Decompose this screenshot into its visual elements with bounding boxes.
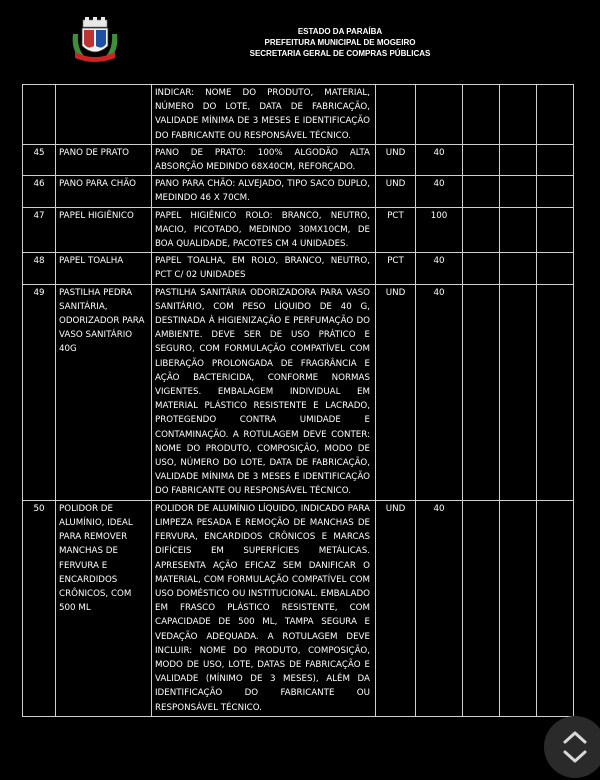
item-description: INDICAR: NOME DO PRODUTO, MATERIAL, NÚMERO DO LOTE, DATA DE FABRICAÇÃO, VALIDADE MÍNIMA DE 3 MESES E IDENTIFICAÇÃO DO FABRICANTE OU RESPONSÁVEL TÉCNICO. bbox=[155, 88, 370, 141]
item-description: POLIDOR DE ALUMÍNIO LÍQUIDO, INDICADO PARA LIMPEZA PESADA E REMOÇÃO DE MANCHAS DE FERVURA, ENCARDIDOS CRÔNICOS E MARCAS DIFÍCEIS EM SUPERFÍCIES METÁLICAS. APRESENTA AÇÃO EFICAZ SEM DANIFICAR O MATERIAL, COM FORMULAÇÃO COMPATÍVEL COM USO DOMÉSTICO OU INSTITUCIONAL. EMBALADO EM FRASCO PLÁSTICO RESISTENTE, COM CAPACIDADE DE 500 ML, TAMPA SEGURA E VEDAÇÃO ADEQUADA. A ROTULAGEM DEVE INCLUIR: NOME DO PRODUTO, COMPOSIÇÃO, MODO DE USO, LOTE, DATAS DE FABRICAÇÃO E VALIDADE (MÍNIMO DE 3 MESES), ALÉM DA IDENTIFICAÇÃO DO FABRICANTE OU RESPONSÁVEL TÉCNICO. bbox=[155, 503, 370, 713]
item-name: PANO DE PRATO bbox=[56, 144, 152, 175]
item-quantity: 40 bbox=[416, 144, 463, 175]
item-unit: UND bbox=[376, 176, 416, 207]
item-unit: UND bbox=[376, 144, 416, 175]
item-quantity: 100 bbox=[416, 207, 463, 253]
municipal-crest-icon bbox=[70, 16, 120, 64]
item-number: 48 bbox=[23, 253, 56, 284]
item-quantity: 40 bbox=[416, 176, 463, 207]
item-description: PAPEL TOALHA, EM ROLO, BRANCO, NEUTRO, PCT C/ 02 UNIDADES bbox=[155, 256, 370, 281]
item-number: 46 bbox=[23, 176, 56, 207]
header-state: ESTADO DA PARAÍBA bbox=[297, 27, 383, 36]
table-row bbox=[23, 144, 574, 175]
empty-cell bbox=[500, 207, 537, 253]
item-name: PASTILHA PEDRA SANITÁRIA, ODORIZADOR PARA VASO SANITÁRIO 40G bbox=[56, 284, 152, 500]
table-row bbox=[23, 500, 574, 716]
table-row bbox=[23, 207, 574, 253]
empty-cell bbox=[463, 144, 500, 175]
item-quantity: 40 bbox=[416, 284, 463, 500]
empty-cell bbox=[537, 176, 574, 207]
empty-cell bbox=[537, 500, 574, 716]
empty-cell bbox=[500, 85, 537, 145]
empty-cell bbox=[500, 253, 537, 284]
empty-cell bbox=[463, 253, 500, 284]
table-row bbox=[23, 176, 574, 207]
empty-cell bbox=[537, 85, 574, 145]
item-name bbox=[56, 85, 152, 145]
empty-cell bbox=[463, 284, 500, 500]
item-quantity: 40 bbox=[416, 500, 463, 716]
chevron-up-down-icon bbox=[561, 728, 589, 766]
item-description: PANO PARA CHÃO: ALVEJADO, TIPO SACO DUPLO, MEDINDO 46 X 70CM. bbox=[155, 179, 370, 204]
item-description: PANO DE PRATO: 100% ALGODÃO ALTA ABSORÇÃO MEDINDO 68X40CM, REFORÇADO. bbox=[155, 147, 370, 173]
item-name: PANO PARA CHÃO bbox=[56, 176, 152, 207]
empty-cell bbox=[500, 500, 537, 716]
item-unit: UND bbox=[376, 284, 416, 500]
table-row bbox=[23, 284, 574, 500]
header-secretariat: SECRETARIA GERAL DE COMPRAS PÚBLICAS bbox=[249, 49, 431, 58]
item-number: 49 bbox=[23, 284, 56, 500]
header-prefecture: PREFEITURA MUNICIPAL DE MOGEIRO bbox=[264, 38, 416, 47]
item-name: PAPEL TOALHA bbox=[56, 253, 152, 284]
item-number bbox=[23, 85, 56, 145]
empty-cell bbox=[463, 85, 500, 145]
item-name: PAPEL HIGIÊNICO bbox=[56, 207, 152, 253]
item-unit bbox=[376, 85, 416, 145]
item-number: 47 bbox=[23, 207, 56, 253]
empty-cell bbox=[537, 144, 574, 175]
item-quantity: 40 bbox=[416, 253, 463, 284]
document-header bbox=[0, 0, 600, 80]
empty-cell bbox=[537, 284, 574, 500]
empty-cell bbox=[463, 207, 500, 253]
item-name: POLIDOR DE ALUMÍNIO, IDEAL PARA REMOVER MANCHAS DE FERVURA E ENCARDIDOS CRÔNICOS, COM 500 ML bbox=[56, 500, 152, 716]
empty-cell bbox=[500, 284, 537, 500]
item-unit: PCT bbox=[376, 253, 416, 284]
page-scroll-button[interactable] bbox=[544, 716, 600, 778]
item-description: PASTILHA SANITÁRIA ODORIZADORA PARA VASO SANITÁRIO, COM PESO LÍQUIDO DE 40 G, DESTINADA À HIGIENIZAÇÃO E PERFUMAÇÃO DO AMBIENTE. DEVE SER DE USO PRÁTICO E SEGURO, COM FORMULAÇÃO COMPATÍVEL COM LIBERAÇÃO PROLONGADA DE FRAGRÂNCIA E AÇÃO BACTERICIDA, CONFORME NORMAS VIGENTES. EMBALAGEM INDIVIDUAL EM MATERIAL PLÁSTICO RESISTENTE E LACRADO, PROTEGENDO CONTRA UMIDADE E CONTAMINAÇÃO. A ROTULAGEM DEVE CONTER: NOME DO PRODUTO, COMPOSIÇÃO, MODO DE USO, NÚMERO DO LOTE, DATA DE FABRICAÇÃO, VALIDADE MÍNIMA DE 3 MESES E IDENTIFICAÇÃO DO FABRICANTE OU RESPONSÁVEL TÉCNICO. bbox=[155, 287, 370, 497]
empty-cell bbox=[500, 144, 537, 175]
item-number: 50 bbox=[23, 500, 56, 716]
table-row bbox=[23, 253, 574, 284]
empty-cell bbox=[500, 176, 537, 207]
table-row bbox=[23, 85, 574, 145]
empty-cell bbox=[463, 500, 500, 716]
empty-cell bbox=[463, 176, 500, 207]
items-table bbox=[22, 84, 574, 717]
empty-cell bbox=[537, 207, 574, 253]
item-number: 45 bbox=[23, 144, 56, 175]
item-description: PAPEL HIGIÊNICO ROLO: BRANCO, NEUTRO, MACIO, PICOTADO, MEDINDO 30MX10CM, DE BOA QUALIDADE, PACOTES CM 4 UNIDADES. bbox=[155, 210, 370, 250]
item-quantity bbox=[416, 85, 463, 145]
item-unit: PCT bbox=[376, 207, 416, 253]
empty-cell bbox=[537, 253, 574, 284]
item-unit: UND bbox=[376, 500, 416, 716]
